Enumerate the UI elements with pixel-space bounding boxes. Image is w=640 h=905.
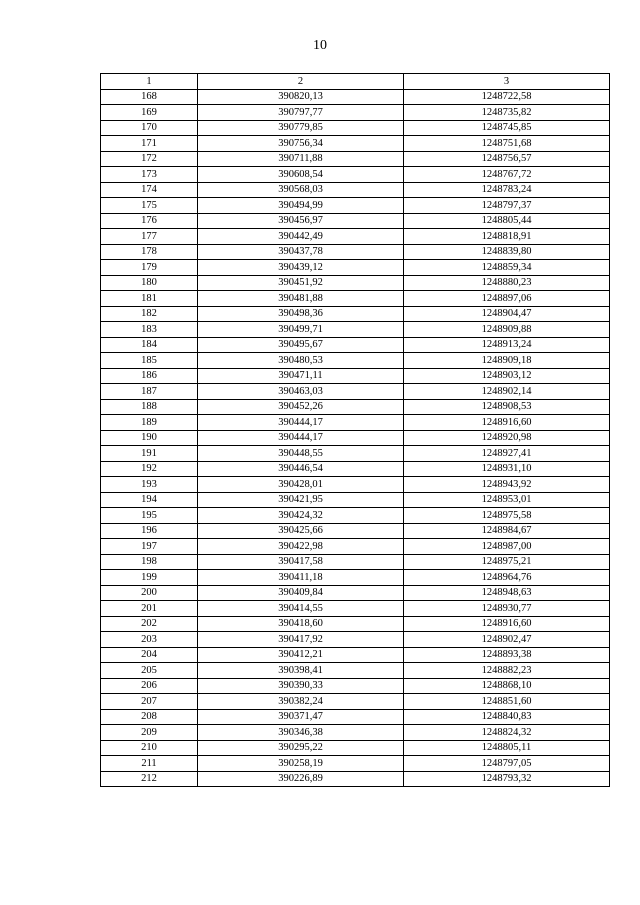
x-coordinate-cell: 390295,22: [198, 740, 404, 756]
x-coordinate-cell: 390608,54: [198, 167, 404, 183]
y-coordinate-cell: 1248943,92: [404, 477, 610, 493]
point-number-cell: 181: [101, 291, 198, 307]
x-coordinate-cell: 390494,99: [198, 198, 404, 214]
x-coordinate-cell: 390444,17: [198, 430, 404, 446]
y-coordinate-cell: 1248797,37: [404, 198, 610, 214]
table-row: [101, 740, 610, 756]
y-coordinate-cell: 1248975,58: [404, 508, 610, 524]
point-number-cell: 182: [101, 306, 198, 322]
table-row: [101, 136, 610, 152]
table-row: [101, 430, 610, 446]
point-number-cell: 178: [101, 244, 198, 260]
table-row: [101, 322, 610, 338]
table-row: [101, 647, 610, 663]
y-coordinate-cell: 1248797,05: [404, 756, 610, 772]
point-number-cell: 173: [101, 167, 198, 183]
y-coordinate-cell: 1248882,23: [404, 663, 610, 679]
y-coordinate-cell: 1248902,14: [404, 384, 610, 400]
point-number-cell: 187: [101, 384, 198, 400]
point-number-cell: 200: [101, 585, 198, 601]
table-row: [101, 89, 610, 105]
table-row: [101, 725, 610, 741]
y-coordinate-cell: 1248930,77: [404, 601, 610, 617]
x-coordinate-cell: 390411,18: [198, 570, 404, 586]
x-coordinate-cell: 390409,84: [198, 585, 404, 601]
table-row: [101, 244, 610, 260]
x-coordinate-cell: 390424,32: [198, 508, 404, 524]
table-row: [101, 353, 610, 369]
table-row: [101, 585, 610, 601]
y-coordinate-cell: 1248987,00: [404, 539, 610, 555]
y-coordinate-cell: 1248722,58: [404, 89, 610, 105]
y-coordinate-cell: 1248948,63: [404, 585, 610, 601]
y-coordinate-cell: 1248880,23: [404, 275, 610, 291]
x-coordinate-cell: 390471,11: [198, 368, 404, 384]
y-coordinate-cell: 1248916,60: [404, 415, 610, 431]
point-number-cell: 204: [101, 647, 198, 663]
table-row: [101, 337, 610, 353]
y-coordinate-cell: 1248745,85: [404, 120, 610, 136]
table-row: [101, 213, 610, 229]
x-coordinate-cell: 390499,71: [198, 322, 404, 338]
y-coordinate-cell: 1248975,21: [404, 554, 610, 570]
y-coordinate-cell: 1248953,01: [404, 492, 610, 508]
table-row: [101, 167, 610, 183]
table-row: [101, 523, 610, 539]
point-number-cell: 192: [101, 461, 198, 477]
y-coordinate-cell: 1248902,47: [404, 632, 610, 648]
y-coordinate-cell: 1248839,80: [404, 244, 610, 260]
x-coordinate-cell: 390414,55: [198, 601, 404, 617]
point-number-cell: 190: [101, 430, 198, 446]
point-number-cell: 170: [101, 120, 198, 136]
table-row: [101, 477, 610, 493]
table-row: [101, 771, 610, 787]
point-number-cell: 189: [101, 415, 198, 431]
x-coordinate-cell: 390498,36: [198, 306, 404, 322]
table-row: [101, 229, 610, 245]
point-number-cell: 212: [101, 771, 198, 787]
point-number-cell: 177: [101, 229, 198, 245]
table-row: [101, 461, 610, 477]
x-coordinate-cell: 390779,85: [198, 120, 404, 136]
y-coordinate-cell: 1248913,24: [404, 337, 610, 353]
point-number-cell: 176: [101, 213, 198, 229]
point-number-cell: 195: [101, 508, 198, 524]
point-number-cell: 198: [101, 554, 198, 570]
y-coordinate-cell: 1248756,57: [404, 151, 610, 167]
x-coordinate-cell: 390495,67: [198, 337, 404, 353]
point-number-cell: 180: [101, 275, 198, 291]
x-coordinate-cell: 390412,21: [198, 647, 404, 663]
point-number-cell: 205: [101, 663, 198, 679]
x-coordinate-cell: 390382,24: [198, 694, 404, 710]
point-number-cell: 174: [101, 182, 198, 198]
x-coordinate-cell: 390439,12: [198, 260, 404, 276]
point-number-cell: 193: [101, 477, 198, 493]
y-coordinate-cell: 1248868,10: [404, 678, 610, 694]
table-row: [101, 492, 610, 508]
point-number-cell: 185: [101, 353, 198, 369]
table-row: [101, 694, 610, 710]
point-number-cell: 183: [101, 322, 198, 338]
point-number-cell: 168: [101, 89, 198, 105]
x-coordinate-cell: 390820,13: [198, 89, 404, 105]
point-number-cell: 203: [101, 632, 198, 648]
x-coordinate-cell: 390451,92: [198, 275, 404, 291]
x-coordinate-cell: 390428,01: [198, 477, 404, 493]
y-coordinate-cell: 1248805,44: [404, 213, 610, 229]
table-row: [101, 632, 610, 648]
point-number-cell: 199: [101, 570, 198, 586]
x-coordinate-cell: 390797,77: [198, 105, 404, 121]
x-coordinate-cell: 390446,54: [198, 461, 404, 477]
page-number: 10: [313, 38, 327, 53]
point-number-cell: 194: [101, 492, 198, 508]
point-number-cell: 206: [101, 678, 198, 694]
point-number-cell: 197: [101, 539, 198, 555]
table-row: [101, 105, 610, 121]
table-row: [101, 554, 610, 570]
table-header-row: [101, 74, 610, 90]
table-row: [101, 306, 610, 322]
x-coordinate-cell: 390568,03: [198, 182, 404, 198]
x-coordinate-cell: 390390,33: [198, 678, 404, 694]
y-coordinate-cell: 1248931,10: [404, 461, 610, 477]
table-row: [101, 678, 610, 694]
y-coordinate-cell: 1248893,38: [404, 647, 610, 663]
y-coordinate-cell: 1248903,12: [404, 368, 610, 384]
point-number-cell: 184: [101, 337, 198, 353]
y-coordinate-cell: 1248904,47: [404, 306, 610, 322]
x-coordinate-cell: 390226,89: [198, 771, 404, 787]
table-row: [101, 508, 610, 524]
y-coordinate-cell: 1248916,60: [404, 616, 610, 632]
x-coordinate-cell: 390417,92: [198, 632, 404, 648]
x-coordinate-cell: 390711,88: [198, 151, 404, 167]
y-coordinate-cell: 1248735,82: [404, 105, 610, 121]
x-coordinate-cell: 390480,53: [198, 353, 404, 369]
y-coordinate-cell: 1248851,60: [404, 694, 610, 710]
x-coordinate-cell: 390421,95: [198, 492, 404, 508]
point-number-cell: 179: [101, 260, 198, 276]
point-number-cell: 201: [101, 601, 198, 617]
point-number-cell: 188: [101, 399, 198, 415]
x-coordinate-cell: 390398,41: [198, 663, 404, 679]
table-row: [101, 539, 610, 555]
x-coordinate-cell: 390481,88: [198, 291, 404, 307]
table-row: [101, 182, 610, 198]
table-row: [101, 384, 610, 400]
table-row: [101, 399, 610, 415]
point-number-cell: 209: [101, 725, 198, 741]
point-number-cell: 186: [101, 368, 198, 384]
x-coordinate-cell: 390463,03: [198, 384, 404, 400]
x-coordinate-cell: 390756,34: [198, 136, 404, 152]
x-coordinate-cell: 390425,66: [198, 523, 404, 539]
y-coordinate-cell: 1248783,24: [404, 182, 610, 198]
y-coordinate-cell: 1248984,67: [404, 523, 610, 539]
table-row: [101, 415, 610, 431]
point-number-cell: 191: [101, 446, 198, 462]
y-coordinate-cell: 1248840,83: [404, 709, 610, 725]
x-coordinate-cell: 390456,97: [198, 213, 404, 229]
point-number-cell: 196: [101, 523, 198, 539]
table-body: [101, 89, 610, 787]
column-header-x: 2: [198, 74, 404, 90]
column-header-number: 1: [101, 74, 198, 90]
x-coordinate-cell: 390417,58: [198, 554, 404, 570]
point-number-cell: 169: [101, 105, 198, 121]
x-coordinate-cell: 390442,49: [198, 229, 404, 245]
y-coordinate-cell: 1248897,06: [404, 291, 610, 307]
y-coordinate-cell: 1248818,91: [404, 229, 610, 245]
y-coordinate-cell: 1248909,88: [404, 322, 610, 338]
table-row: [101, 291, 610, 307]
point-number-cell: 171: [101, 136, 198, 152]
x-coordinate-cell: 390452,26: [198, 399, 404, 415]
point-number-cell: 175: [101, 198, 198, 214]
x-coordinate-cell: 390418,60: [198, 616, 404, 632]
y-coordinate-cell: 1248767,72: [404, 167, 610, 183]
point-number-cell: 211: [101, 756, 198, 772]
point-number-cell: 207: [101, 694, 198, 710]
x-coordinate-cell: 390422,98: [198, 539, 404, 555]
x-coordinate-cell: 390346,38: [198, 725, 404, 741]
y-coordinate-cell: 1248793,32: [404, 771, 610, 787]
table-row: [101, 616, 610, 632]
y-coordinate-cell: 1248920,98: [404, 430, 610, 446]
y-coordinate-cell: 1248964,76: [404, 570, 610, 586]
y-coordinate-cell: 1248751,68: [404, 136, 610, 152]
y-coordinate-cell: 1248927,41: [404, 446, 610, 462]
table-row: [101, 120, 610, 136]
y-coordinate-cell: 1248805,11: [404, 740, 610, 756]
x-coordinate-cell: 390448,55: [198, 446, 404, 462]
point-number-cell: 202: [101, 616, 198, 632]
column-header-y: 3: [404, 74, 610, 90]
x-coordinate-cell: 390371,47: [198, 709, 404, 725]
table-row: [101, 198, 610, 214]
point-number-cell: 208: [101, 709, 198, 725]
table-row: [101, 368, 610, 384]
table-row: [101, 446, 610, 462]
table-row: [101, 756, 610, 772]
y-coordinate-cell: 1248859,34: [404, 260, 610, 276]
point-number-cell: 172: [101, 151, 198, 167]
x-coordinate-cell: 390444,17: [198, 415, 404, 431]
table-row: [101, 570, 610, 586]
table-row: [101, 151, 610, 167]
table-row: [101, 663, 610, 679]
x-coordinate-cell: 390437,78: [198, 244, 404, 260]
y-coordinate-cell: 1248909,18: [404, 353, 610, 369]
table-row: [101, 275, 610, 291]
x-coordinate-cell: 390258,19: [198, 756, 404, 772]
table-row: [101, 260, 610, 276]
y-coordinate-cell: 1248908,53: [404, 399, 610, 415]
table-row: [101, 709, 610, 725]
y-coordinate-cell: 1248824,32: [404, 725, 610, 741]
point-number-cell: 210: [101, 740, 198, 756]
table-row: [101, 601, 610, 617]
coordinates-table: [100, 73, 610, 787]
